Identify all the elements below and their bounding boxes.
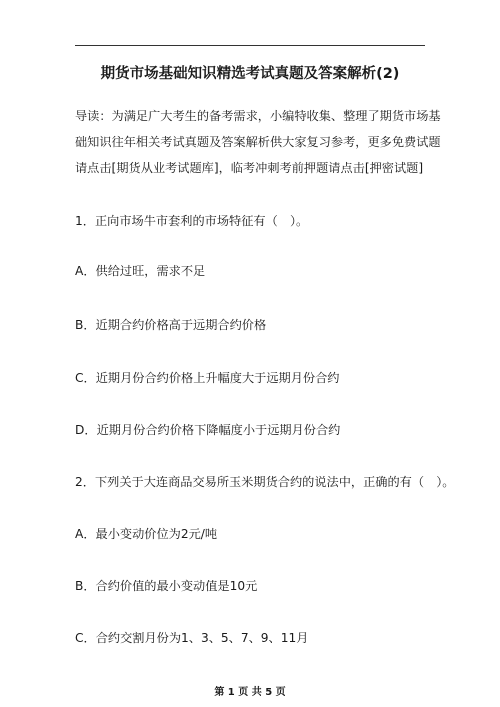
intro-line: 础知识往年相关考试真题及答案解析供大家复习参考，更多免费试题 — [75, 135, 441, 149]
header-rule — [75, 45, 425, 46]
page-number: 第 1 页 共 5 页 — [214, 687, 286, 698]
question-1-stem: 1．正向市场牛市套利的市场特征有（ ）。 — [75, 214, 309, 228]
document-title: 期货市场基础知识精选考试真题及答案解析(2) — [100, 66, 400, 82]
question-1-option-a: A．供给过旺，需求不足 — [75, 264, 206, 278]
question-1-option-b: B．近期合约价格高于远期合约价格 — [75, 318, 267, 332]
intro-line: 请点击[期货从业考试题库]，临考冲刺考前押题请点击[押密试题] — [75, 161, 424, 175]
intro-line: 导读：为满足广大考生的备考需求，小编特收集、整理了期货市场基 — [75, 109, 441, 123]
question-1-option-d: D．近期月份合约价格下降幅度小于远期月份合约 — [75, 423, 341, 437]
question-2-option-b: B．合约价值的最小变动值是10元 — [75, 579, 258, 593]
question-2-option-a: A．最小变动价位为2元/吨 — [75, 527, 218, 541]
question-1-option-c: C．近期月份合约价格上升幅度大于远期月份合约 — [75, 371, 340, 385]
intro-paragraph — [75, 103, 441, 181]
question-2-stem: 2．下列关于大连商品交易所玉米期货合约的说法中，正确的有（ ）。 — [75, 475, 455, 489]
question-2-option-c: C．合约交割月份为1、3、5、7、9、11月 — [75, 631, 309, 645]
